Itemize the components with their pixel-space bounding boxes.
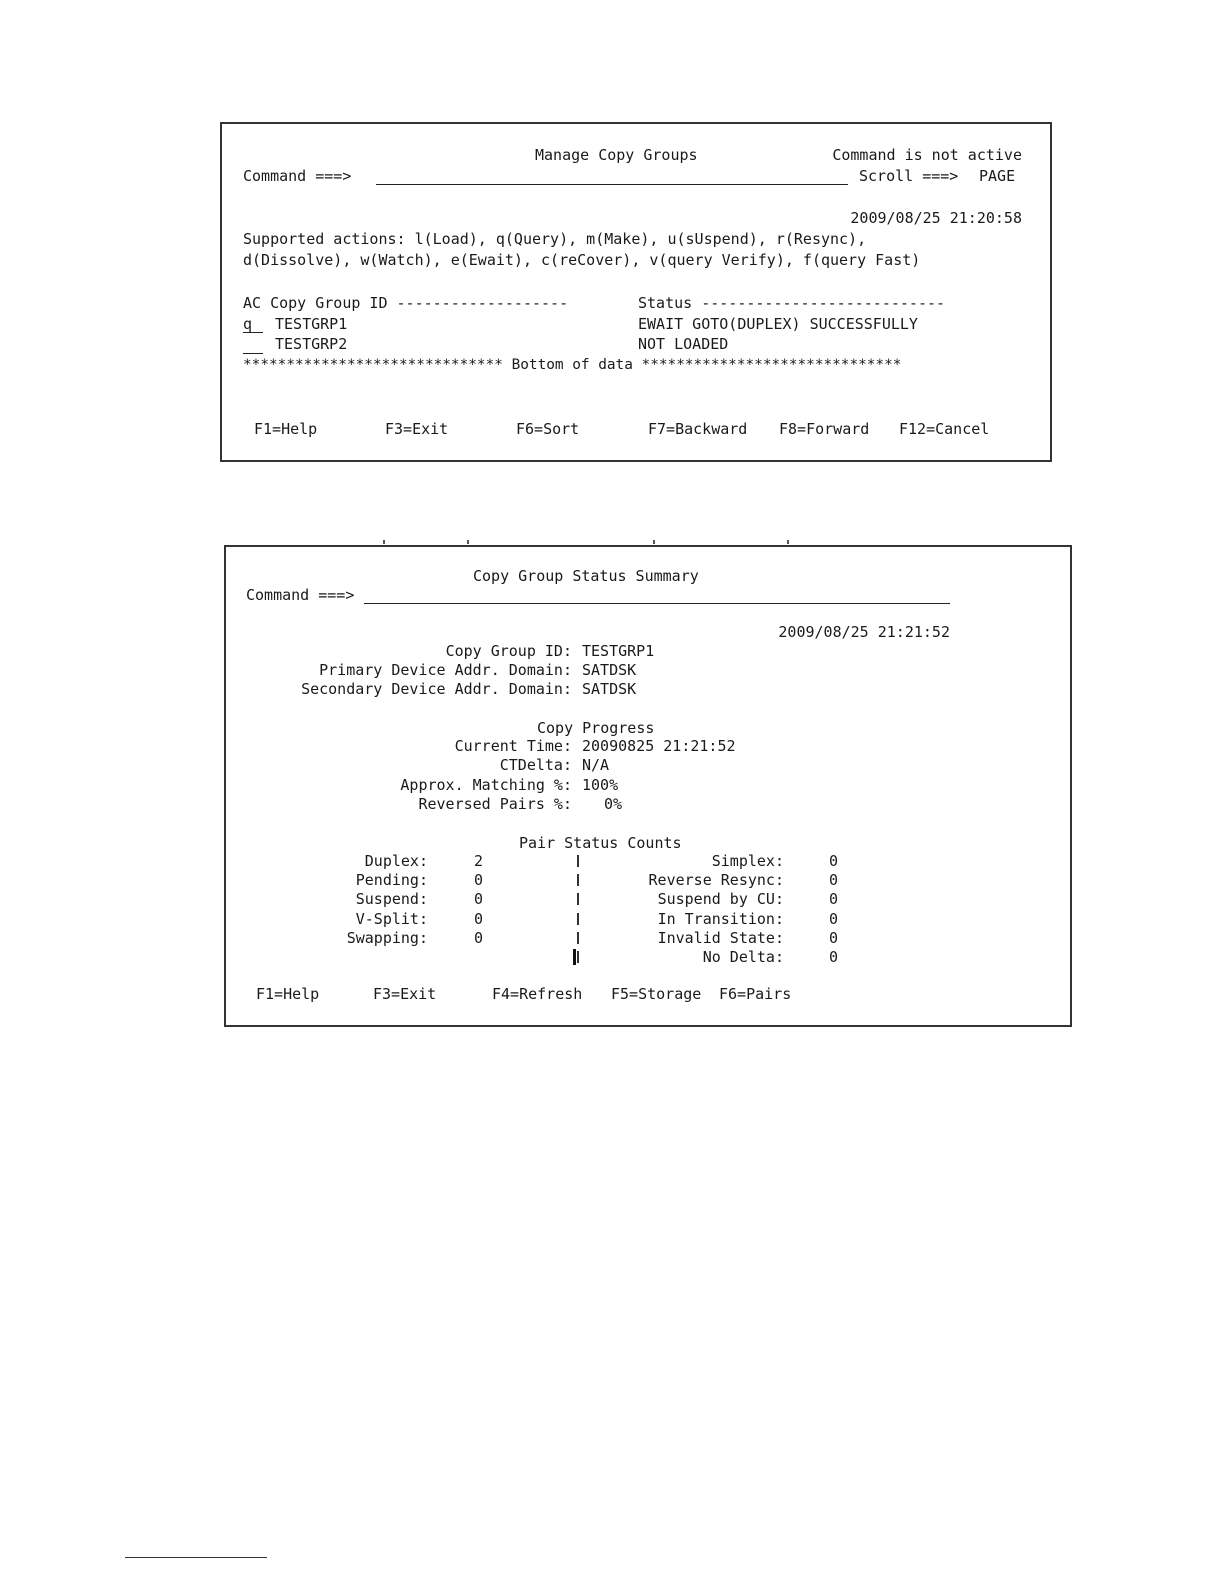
bottom-of-data-marker: ****************************** Bottom of data ****************************** [243, 357, 902, 373]
command-input[interactable] [376, 184, 848, 185]
secondary-domain-value: SATDSK [582, 680, 637, 698]
f1-help-key[interactable]: F1=Help [254, 420, 318, 438]
column-header-status: Status --------------------------- [638, 294, 946, 312]
count-value: 2 [474, 852, 484, 870]
command-label: Command ===> [246, 586, 355, 604]
row-action-input[interactable]: q [243, 315, 253, 333]
primary-domain-label: Primary Device Addr. Domain: [319, 661, 572, 679]
footnote-rule [125, 1557, 267, 1558]
scroll-label: Scroll ===> [859, 167, 959, 185]
timestamp: 2009/08/25 21:21:52 [778, 623, 950, 641]
decorative-mark [653, 540, 655, 544]
command-label: Command ===> [243, 167, 352, 185]
count-label: No Delta: [702, 948, 784, 966]
count-value: 0 [829, 910, 839, 928]
current-time-value: 20090825 21:21:52 [582, 737, 736, 755]
f5-storage-key[interactable]: F5=Storage [611, 985, 702, 1003]
count-label: V-Split: [355, 910, 428, 928]
count-value: 0 [474, 890, 484, 908]
f4-refresh-key[interactable]: F4=Refresh [492, 985, 583, 1003]
supported-actions-line-1: Supported actions: l(Load), q(Query), m(Make), u(sUspend), r(Resync), [243, 230, 867, 248]
ctdelta-value: N/A [582, 756, 610, 774]
count-value: 0 [829, 948, 839, 966]
panel-title: Manage Copy Groups [535, 146, 698, 164]
count-label: Suspend by CU: [657, 890, 784, 908]
count-label: Suspend: [355, 890, 428, 908]
panel-title: Copy Group Status Summary [473, 567, 699, 585]
count-value: 0 [829, 871, 839, 889]
copy-progress-heading: Copy Progress [537, 719, 655, 737]
copy-group-id: TESTGRP1 [275, 315, 348, 333]
column-separator [577, 893, 579, 905]
column-separator [577, 913, 579, 925]
column-separator [577, 855, 579, 867]
primary-domain-value: SATDSK [582, 661, 637, 679]
approx-matching-value: 100% [582, 776, 619, 794]
text-cursor [573, 949, 576, 965]
f3-exit-key[interactable]: F3=Exit [373, 985, 437, 1003]
scroll-input[interactable]: PAGE [979, 167, 1016, 185]
column-separator [577, 951, 579, 963]
count-label: Duplex: [364, 852, 428, 870]
manage-copy-groups-panel [220, 122, 1052, 462]
column-separator [577, 874, 579, 886]
count-value: 0 [474, 871, 484, 889]
secondary-domain-label: Secondary Device Addr. Domain: [301, 680, 572, 698]
copy-group-status-summary-panel [224, 545, 1072, 1027]
count-value: 0 [829, 890, 839, 908]
count-label: Invalid State: [657, 929, 784, 947]
pair-status-counts-heading: Pair Status Counts [519, 834, 682, 852]
decorative-mark [467, 540, 469, 544]
f6-sort-key[interactable]: F6=Sort [516, 420, 580, 438]
count-label: In Transition: [657, 910, 784, 928]
count-value: 0 [474, 929, 484, 947]
copy-group-id-value: TESTGRP1 [582, 642, 655, 660]
count-value: 0 [474, 910, 484, 928]
supported-actions-line-2: d(Dissolve), w(Watch), e(Ewait), c(reCover), v(query Verify), f(query Fast) [243, 251, 921, 269]
decorative-mark [787, 540, 789, 544]
reversed-pairs-value: 0% [603, 795, 622, 813]
copy-group-id-label: Copy Group ID: [445, 642, 572, 660]
f7-backward-key[interactable]: F7=Backward [648, 420, 748, 438]
count-value: 0 [829, 929, 839, 947]
command-status-message: Command is not active [832, 146, 1022, 164]
count-label: Reverse Resync: [648, 871, 784, 889]
copy-group-status: NOT LOADED [638, 335, 729, 353]
row-action-underline [243, 332, 263, 333]
copy-group-id: TESTGRP2 [275, 335, 348, 353]
f8-forward-key[interactable]: F8=Forward [779, 420, 870, 438]
f6-pairs-key[interactable]: F6=Pairs [719, 985, 792, 1003]
count-label: Pending: [355, 871, 428, 889]
timestamp: 2009/08/25 21:20:58 [850, 209, 1022, 227]
copy-group-status: EWAIT GOTO(DUPLEX) SUCCESSFULLY [638, 315, 918, 333]
approx-matching-label: Approx. Matching %: [400, 776, 572, 794]
column-header-group-id: AC Copy Group ID ------------------- [243, 294, 569, 312]
f1-help-key[interactable]: F1=Help [256, 985, 320, 1003]
count-value: 0 [829, 852, 839, 870]
ctdelta-label: CTDelta: [499, 756, 572, 774]
f3-exit-key[interactable]: F3=Exit [385, 420, 449, 438]
column-separator [577, 932, 579, 944]
row-action-underline [243, 353, 263, 354]
reversed-pairs-label: Reversed Pairs %: [418, 795, 572, 813]
decorative-mark [383, 540, 385, 544]
command-input[interactable] [364, 603, 950, 604]
current-time-label: Current Time: [454, 737, 572, 755]
count-label: Simplex: [711, 852, 784, 870]
count-label: Swapping: [346, 929, 428, 947]
f12-cancel-key[interactable]: F12=Cancel [899, 420, 990, 438]
